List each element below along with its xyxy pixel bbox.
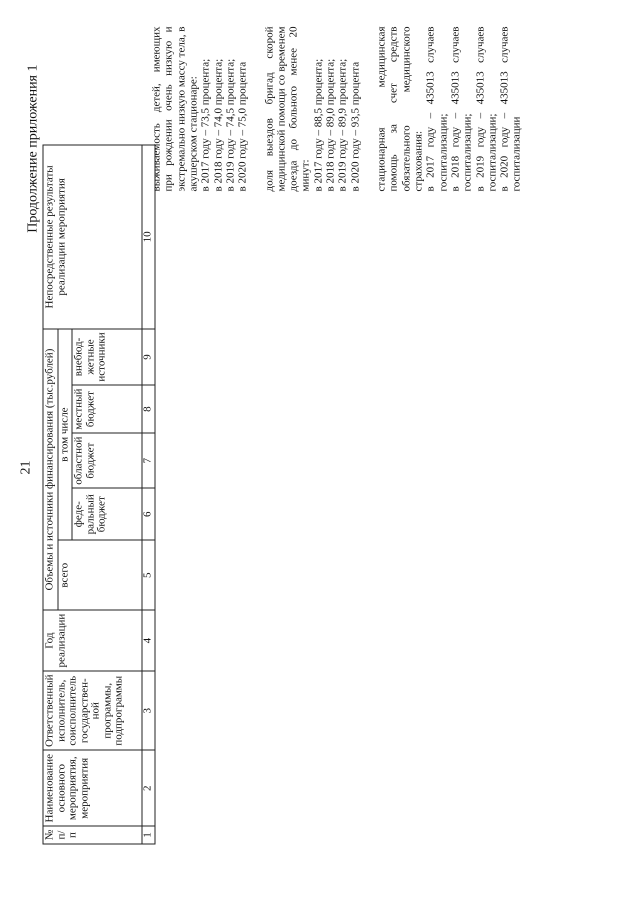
column-number-6: 6: [142, 488, 155, 540]
result-line: в 2019 году – 435013 случаев госпитализации;: [474, 26, 499, 192]
header-no: № п/п: [43, 826, 142, 844]
program-table: [43, 144, 156, 844]
rotated-page: [1, 0, 640, 905]
header-funding: Объемы и источники финансирования (тыс.рублей): [43, 329, 58, 610]
column-number-10: 10: [142, 145, 155, 329]
annex-title: Продолжение приложения 1: [25, 64, 41, 233]
column-number-5: 5: [142, 540, 155, 610]
column-number-1: 1: [142, 826, 155, 844]
column-number-row: [142, 145, 155, 844]
header-federal: феде-ральный бюджет: [72, 488, 142, 540]
result-line: в 2020 году – 435013 случаев госпитализации: [498, 26, 523, 192]
header-year: Год реализации: [43, 610, 142, 671]
header-local: местный бюджет: [72, 385, 142, 433]
results-column: [151, 27, 538, 192]
result-line: в 2019 году – 74,5 процента;: [224, 58, 237, 192]
result-line: доля выездов бригад скорой медицинской помощи со временем доезда до больного менее 20 минут:: [263, 26, 312, 192]
column-number-8: 8: [142, 385, 155, 433]
header-results: Непосредственные результаты реализации мероприятия: [43, 145, 142, 329]
column-number-2: 2: [142, 750, 155, 826]
header-extra: внебюд-жетные источники: [72, 329, 142, 385]
column-number-4: 4: [142, 610, 155, 671]
header-executor: Ответственный исполнитель, соисполнитель государствен-ной программы, подпрограммы: [43, 671, 142, 750]
result-block: [376, 27, 524, 192]
result-line: в 2018 году – 89,0 процента;: [324, 58, 337, 192]
result-block: [151, 27, 250, 192]
result-line: в 2019 году – 89,9 процента;: [336, 58, 349, 192]
result-line: в 2017 году – 88,5 процента;: [312, 58, 325, 192]
result-line: в 2018 году – 74,0 процента;: [212, 58, 225, 192]
header-including: в том числе: [58, 329, 73, 540]
header-name: Наименование основного мероприятия, мероприятия: [43, 750, 142, 826]
result-line: в 2020 году – 75,0 процента: [236, 61, 249, 192]
result-line: в 2017 году – 73,5 процента;: [199, 58, 212, 192]
result-line: стационарная медицинская помощь за счет средств обязательного медицинского страхования:: [375, 26, 425, 192]
column-number-3: 3: [142, 671, 155, 750]
header-regional: областной бюджет: [72, 433, 142, 488]
column-number-9: 9: [142, 329, 155, 385]
result-line: в 2018 году – 435013 случаев госпитализации;: [449, 26, 474, 192]
result-line: в 2017 году – 435013 случаев госпитализации;: [424, 26, 450, 192]
column-number-7: 7: [142, 433, 155, 488]
page-number: 21: [18, 460, 34, 475]
result-line: в 2020 году – 93,5 процента: [349, 61, 362, 192]
result-block: [263, 27, 362, 192]
header-total: всего: [58, 540, 143, 610]
result-line: выживаемость детей, имеющих при рождении очень низкую и экстремально низкую массу тела, в акушерском стационаре:: [150, 26, 200, 192]
